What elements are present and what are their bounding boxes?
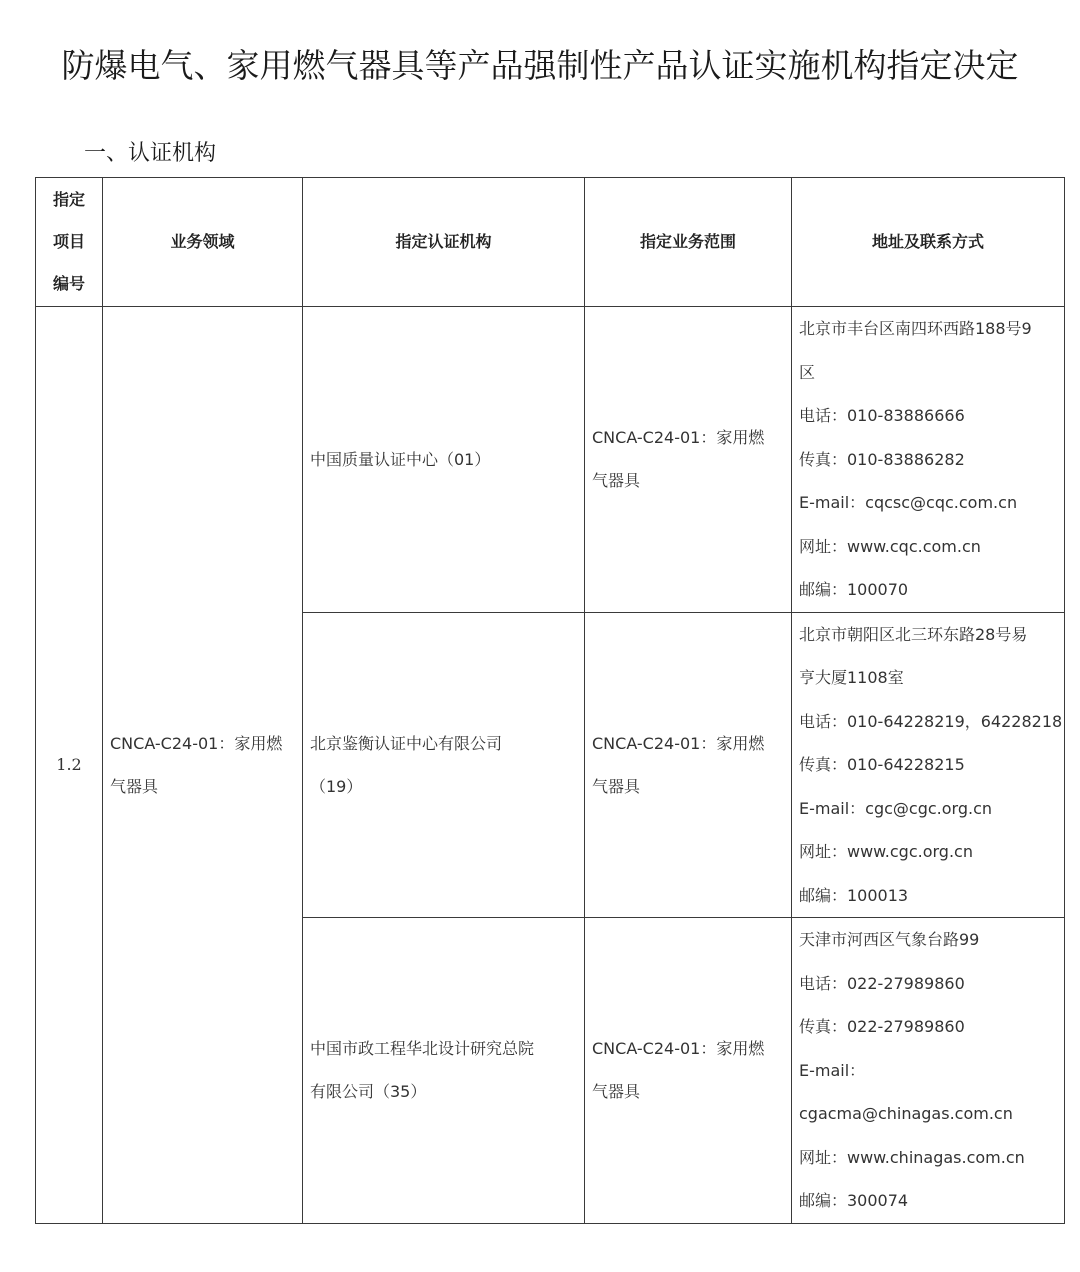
contact-line: 传真：010-83886282 — [799, 449, 965, 469]
contact-line: 电话：022-27989860 — [799, 973, 965, 993]
designated-body-line: 北京鉴衡认证中心有限公司 — [310, 733, 503, 753]
table-header-row — [36, 178, 1065, 307]
designated-body-cell — [303, 918, 585, 1224]
header-business-scope: 指定业务范围 — [585, 178, 792, 307]
section-heading: 一、认证机构 — [84, 141, 217, 166]
contact-line: 邮编：100013 — [799, 885, 909, 905]
designated-body-line: 有限公司（35） — [310, 1082, 427, 1102]
contact-line: E-mail：cgc@cgc.org.cn — [799, 798, 993, 818]
business-scope-line: CNCA-C24-01：家用燃 — [592, 1039, 765, 1059]
header-item-no-line: 指定 — [52, 190, 85, 209]
contact-line: 邮编：100070 — [799, 580, 909, 599]
business-scope-cell — [585, 918, 792, 1224]
header-designated-body: 指定认证机构 — [303, 178, 585, 307]
business-field-line: 气器具 — [110, 776, 159, 796]
contact-line: 传真：010-64228215 — [799, 755, 965, 774]
table-row — [36, 307, 1065, 613]
address-contact-cell — [792, 612, 1065, 918]
designated-body-line: （19） — [310, 776, 363, 796]
contact-line: 亨大厦1108室 — [799, 668, 904, 687]
designated-body-cell — [303, 307, 585, 613]
header-business-field: 业务领域 — [103, 178, 303, 307]
document-title: 防爆电气、家用燃气器具等产品强制性产品认证实施机构指定决定 — [61, 46, 1019, 85]
contact-line: 区 — [799, 362, 816, 382]
contact-line: 电话：010-64228219，64228218 — [799, 711, 1063, 731]
contact-line: 邮编：300074 — [799, 1191, 909, 1210]
address-contact-cell — [792, 307, 1065, 613]
contact-line: 网址：www.cqc.com.cn — [799, 536, 981, 556]
business-scope-line: 气器具 — [592, 1082, 641, 1102]
header-item-no — [36, 178, 103, 307]
business-scope-cell — [585, 612, 792, 918]
designated-body-line: 中国市政工程华北设计研究总院 — [310, 1039, 535, 1059]
business-scope-line: 气器具 — [592, 776, 641, 796]
business-scope-line: CNCA-C24-01：家用燃 — [592, 428, 765, 448]
contact-line: 电话：010-83886666 — [799, 406, 965, 425]
contact-line: 传真：022-27989860 — [799, 1017, 965, 1036]
business-scope-line: CNCA-C24-01：家用燃 — [592, 733, 765, 753]
designated-body-cell — [303, 612, 585, 918]
header-address-contact: 地址及联系方式 — [792, 178, 1065, 307]
header-item-no-line: 编号 — [52, 274, 85, 293]
designated-body-line: 中国质量认证中心（01） — [310, 449, 491, 469]
contact-line: 网址：www.cgc.org.cn — [799, 842, 973, 861]
business-scope-cell — [585, 307, 792, 613]
contact-line: 北京市丰台区南四环西路188号9 — [799, 319, 1032, 338]
contact-line: E-mail：cqcsc@cqc.com.cn — [799, 493, 1018, 512]
item-no-cell: 1.2 — [36, 307, 103, 1224]
address-contact-cell — [792, 918, 1065, 1224]
certification-bodies-table — [35, 177, 1065, 1224]
contact-line: cgacma@chinagas.com.cn — [799, 1104, 1013, 1123]
business-field-line: CNCA-C24-01：家用燃 — [110, 733, 283, 753]
header-item-no-line: 项目 — [52, 232, 85, 251]
business-scope-line: 气器具 — [592, 471, 641, 491]
contact-line: E-mail： — [799, 1060, 866, 1080]
contact-line: 天津市河西区气象台路99 — [799, 930, 980, 949]
contact-line: 北京市朝阳区北三环东路28号易 — [799, 624, 1028, 644]
business-field-cell — [103, 307, 303, 1224]
contact-line: 网址：www.chinagas.com.cn — [799, 1147, 1025, 1167]
